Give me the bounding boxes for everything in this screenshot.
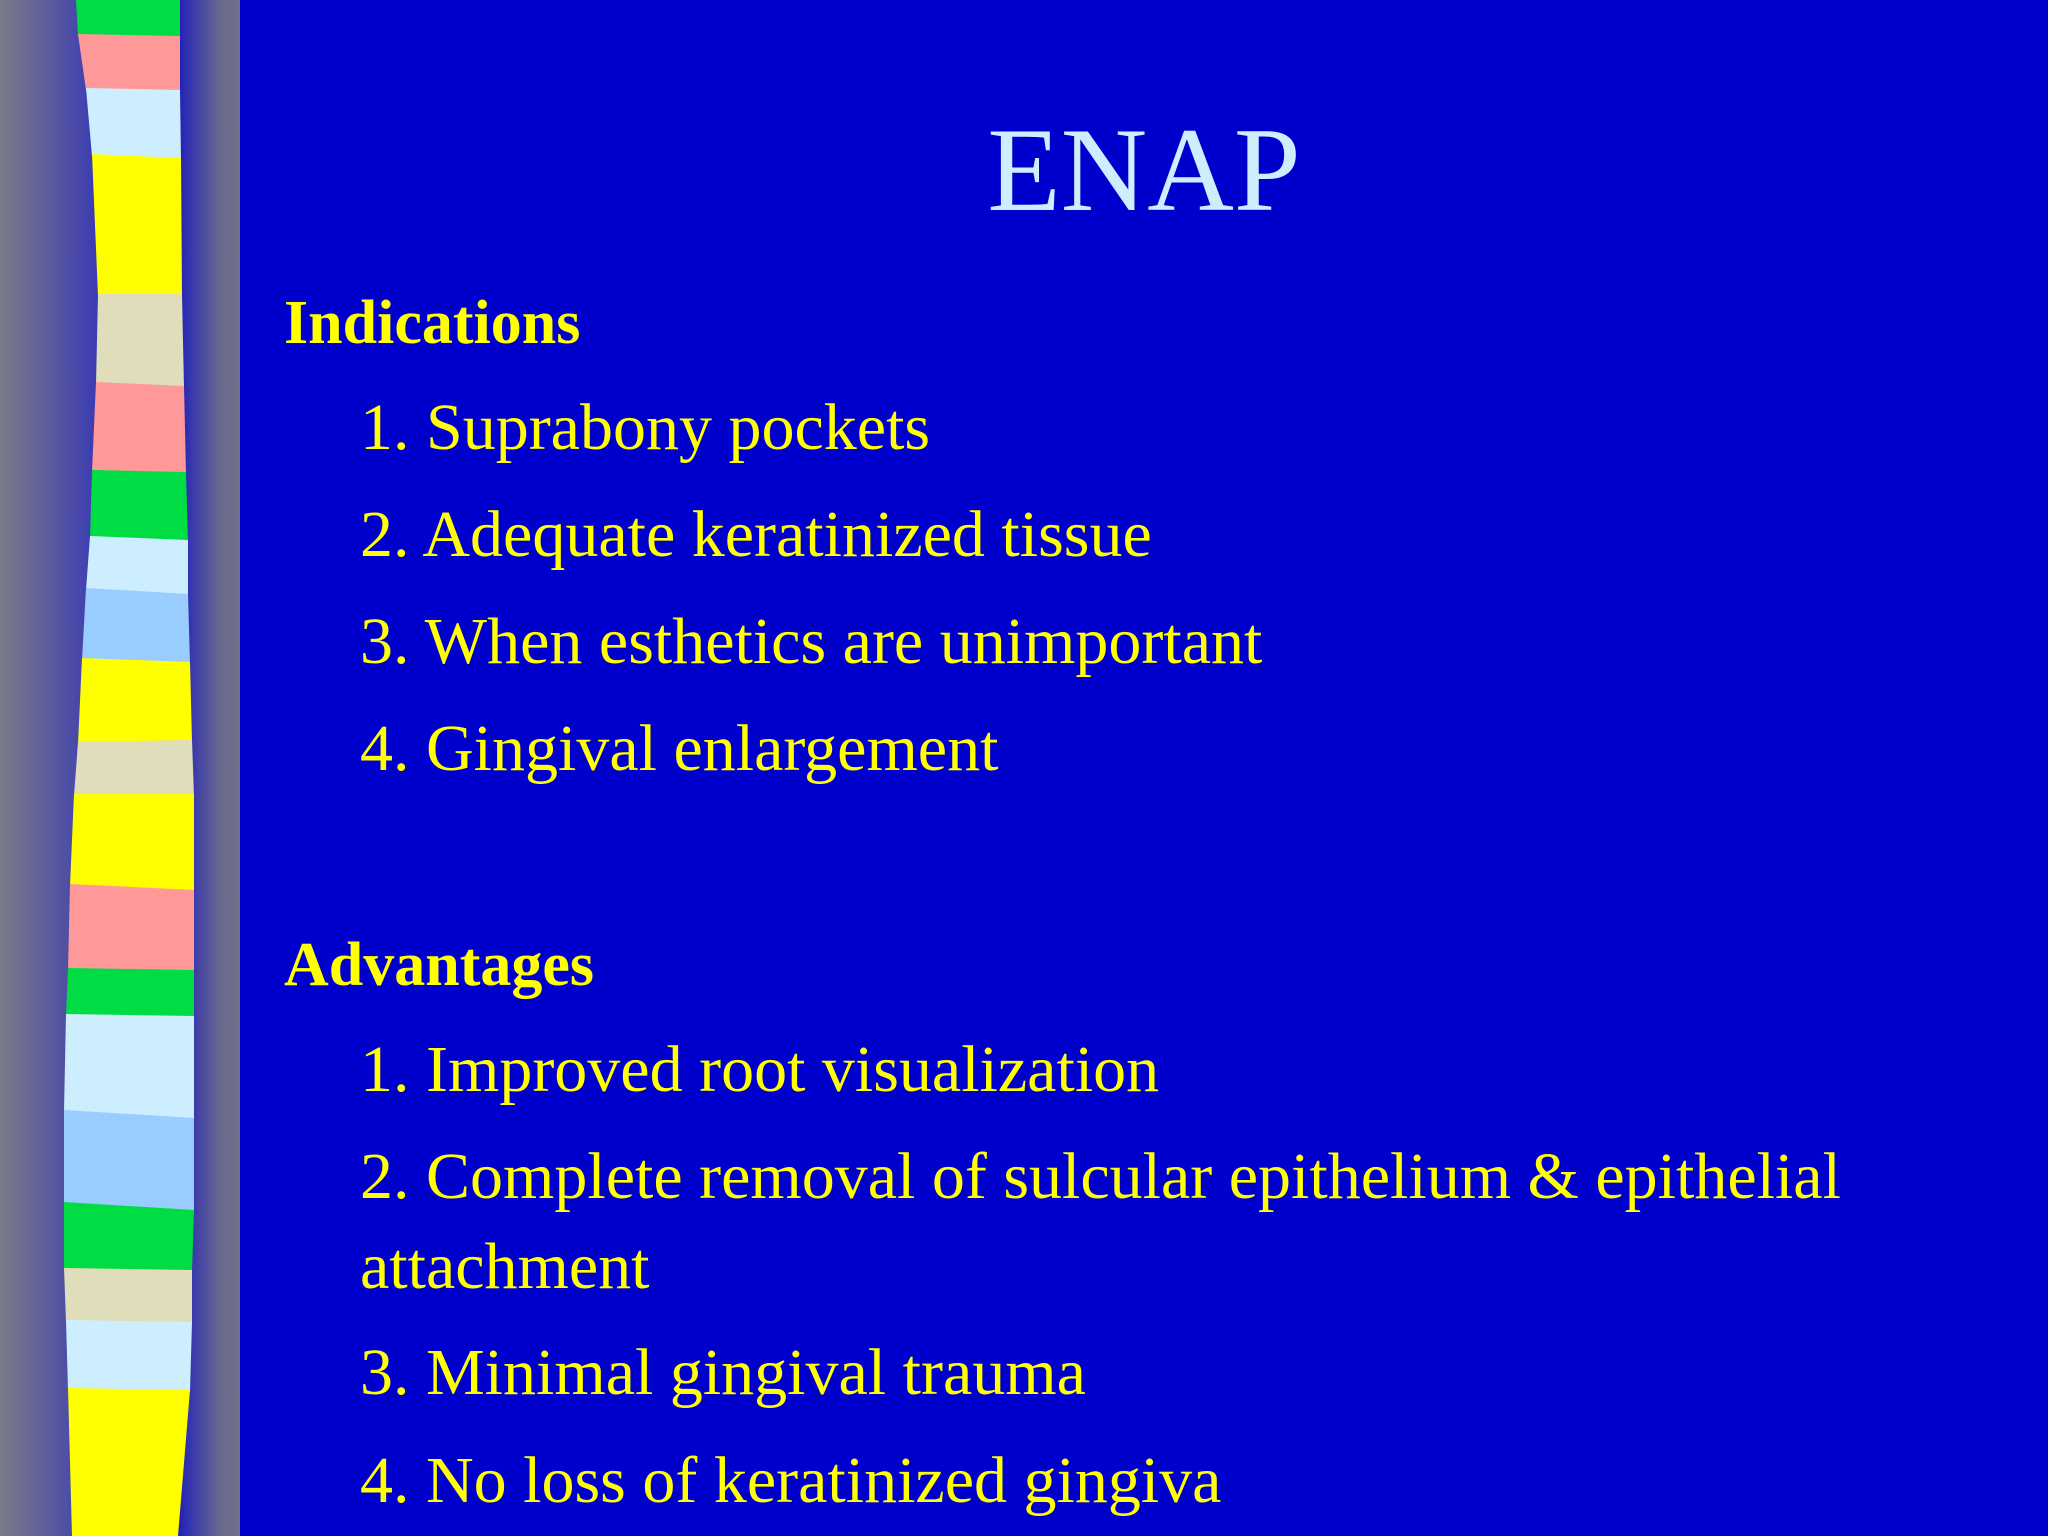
- stripe-lightblue: [86, 88, 181, 160]
- stripe-green: [66, 968, 194, 1018]
- stripe-beige: [96, 294, 184, 388]
- stripe-lightblue: [66, 1320, 192, 1392]
- advantage-item: 1. Improved root visualization: [360, 1033, 1160, 1106]
- stripe-green: [64, 1202, 194, 1272]
- stripe-blue: [64, 1110, 194, 1212]
- stripe-lightblue: [64, 1014, 194, 1120]
- advantage-item: 3. Minimal gingival trauma: [360, 1336, 1086, 1409]
- slide-title: ENAP: [987, 103, 1301, 236]
- stripe-beige: [64, 1268, 192, 1324]
- indication-item: 1. Suprabony pockets: [360, 391, 931, 464]
- decorative-stripes: [0, 0, 240, 1536]
- stripe-yellow: [92, 154, 182, 296]
- indication-item: 3. When esthetics are unimportant: [360, 605, 1263, 678]
- advantage-item: 2. Complete removal of sulcular epithelium & epithelial attachment: [360, 1140, 1841, 1303]
- stripe-beige: [74, 740, 194, 796]
- indication-item: 4. Gingival enlargement: [360, 712, 999, 785]
- stripe-pink: [68, 884, 194, 972]
- stripe-yellow: [70, 794, 194, 892]
- stripe-green: [76, 0, 180, 36]
- stripe-green: [90, 470, 188, 542]
- stripe-yellow: [78, 658, 192, 744]
- stripe-blue: [82, 588, 190, 664]
- advantage-item: 4. No loss of keratinized gingiva: [360, 1444, 1222, 1517]
- stripe-yellow: [68, 1388, 190, 1536]
- stripe-lightblue: [86, 536, 188, 596]
- stripe-pink: [78, 34, 180, 92]
- advantages-heading: Advantages: [284, 931, 595, 999]
- indications-heading: Indications: [284, 289, 581, 357]
- stripe-pink: [92, 382, 186, 474]
- indication-item: 2. Adequate keratinized tissue: [360, 498, 1152, 571]
